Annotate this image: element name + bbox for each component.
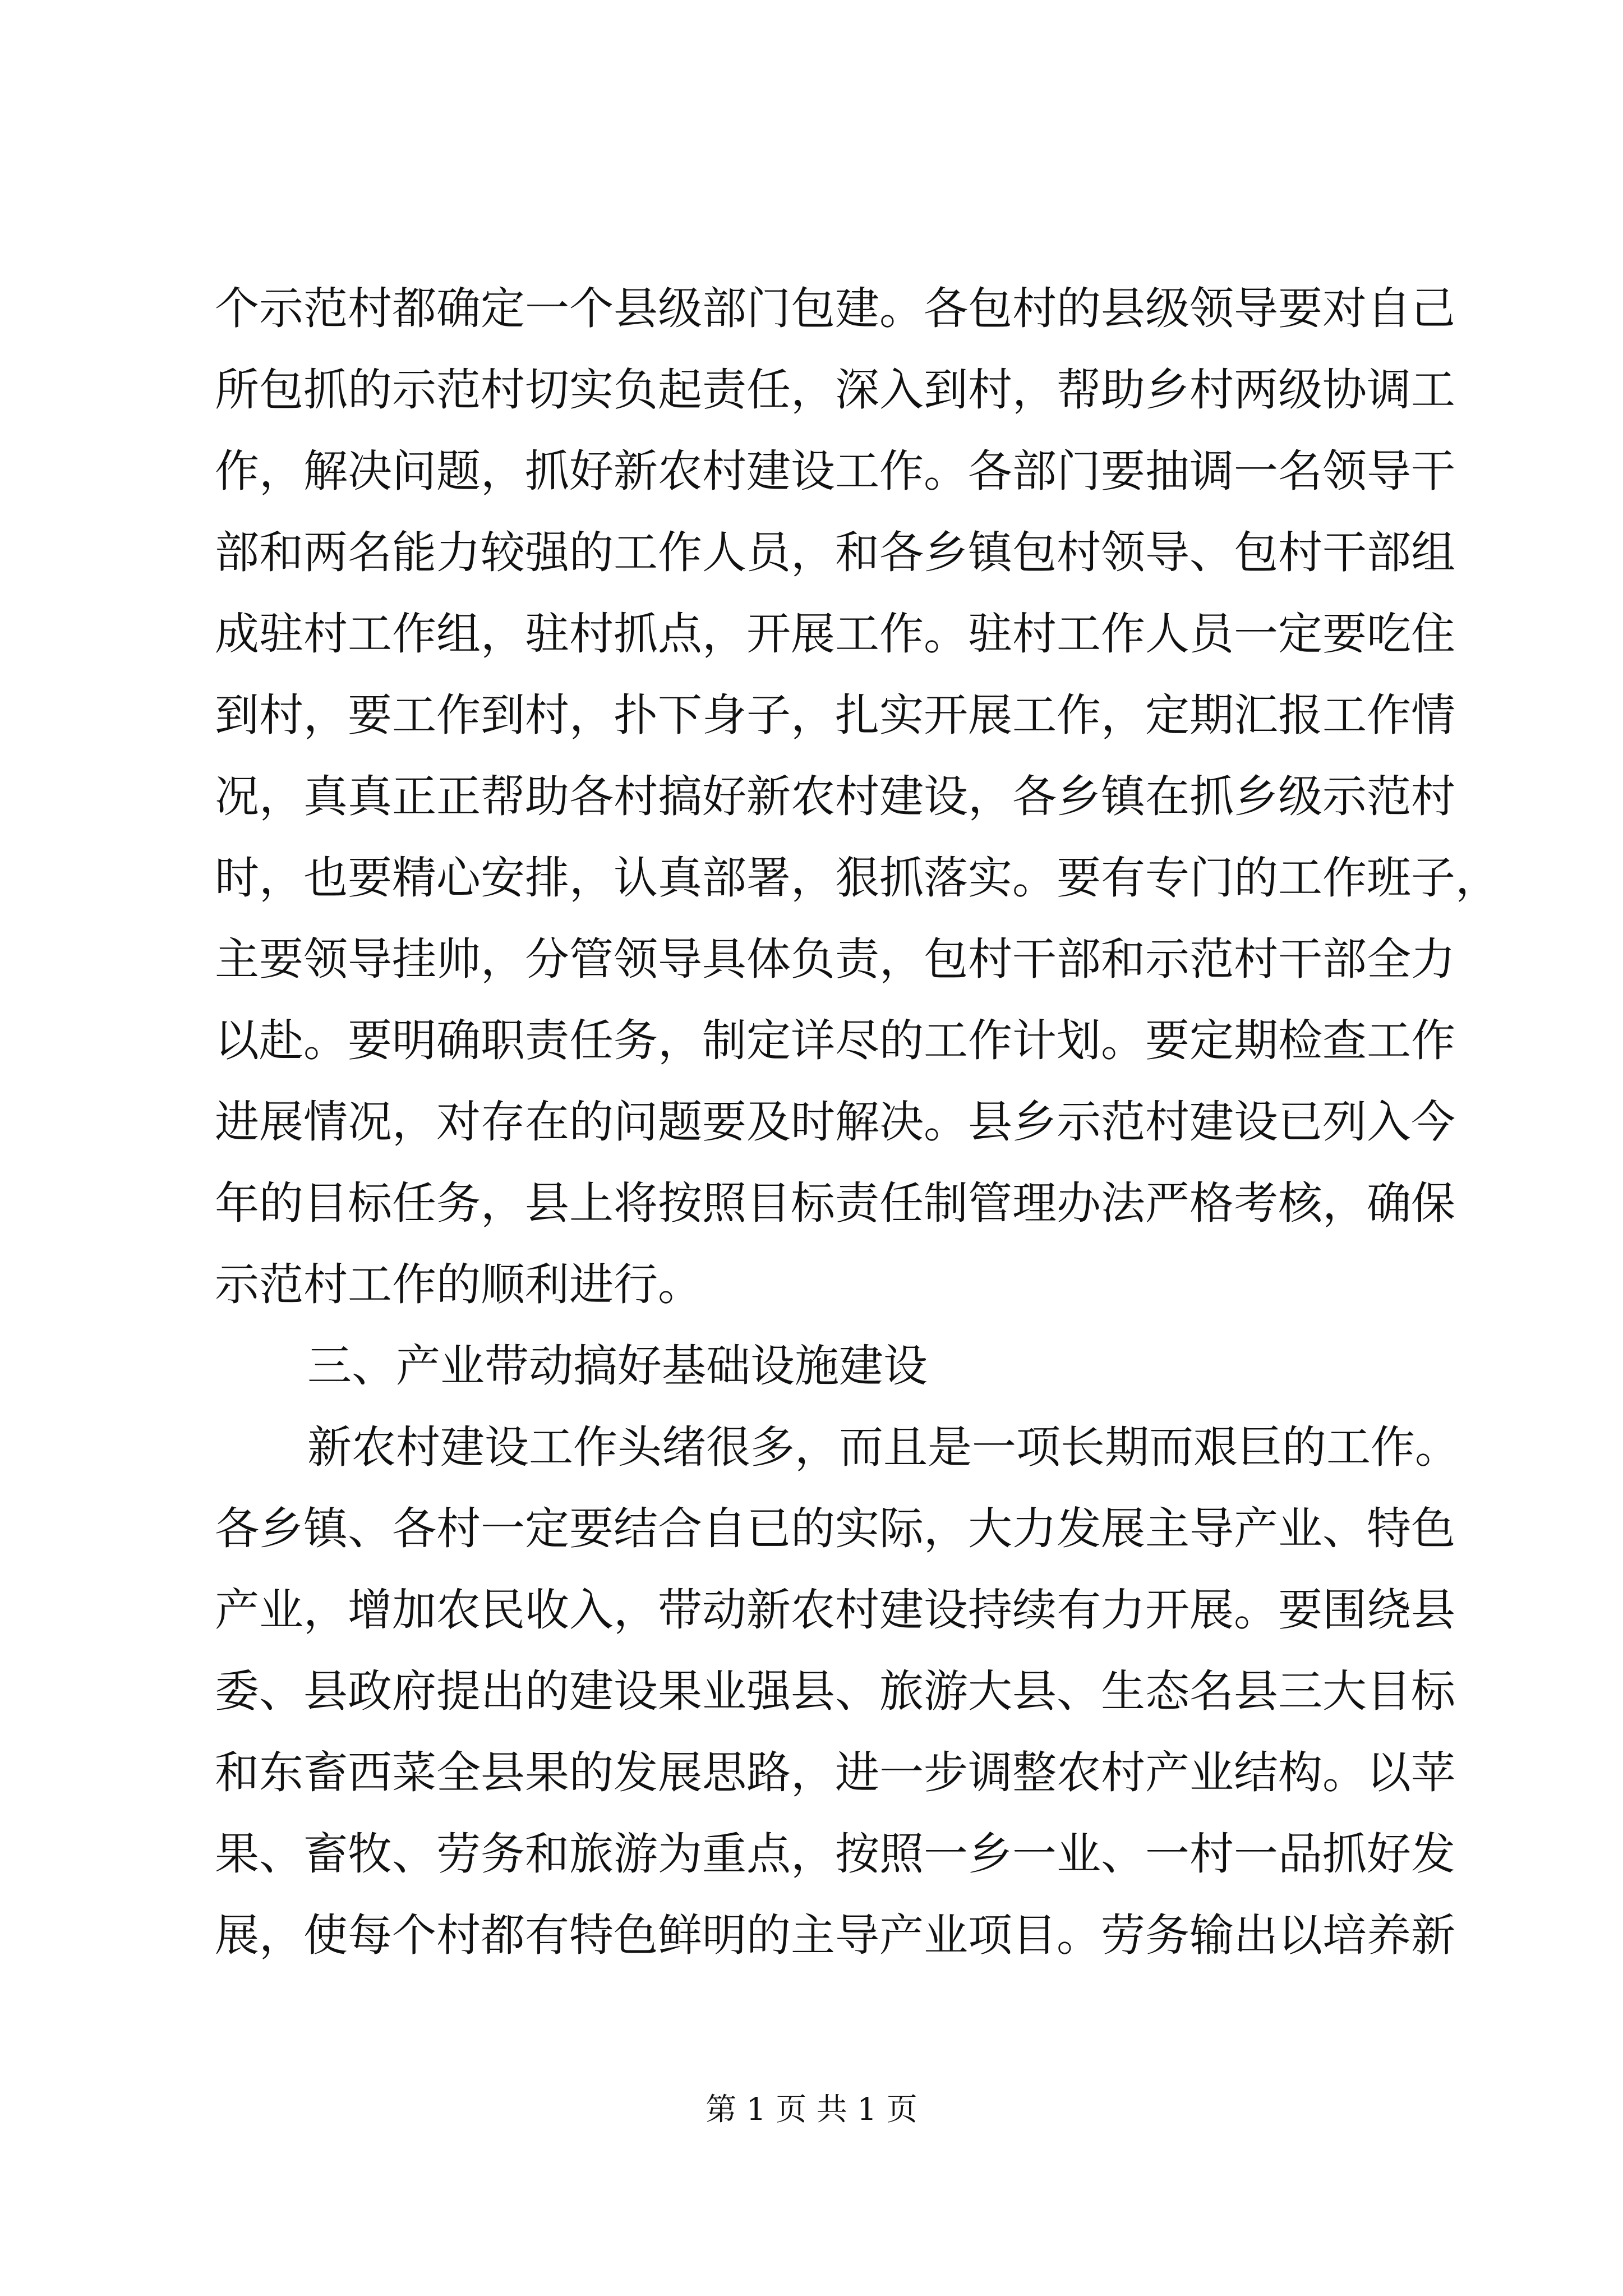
text-line-last: 示范村工作的顺利进行。	[215, 1259, 702, 1310]
text-line: 个 示 范 村 都 确 定 一 个 县 级 部 门 包 建 。 各 包 村 的 县 级 领 导 要 对 自 己	[215, 283, 1455, 334]
text-line: 各 乡 镇 、 各 村 一 定 要 结 合 自 已 的 实 际 ， 大 力 发 展 主 导 产 业 、 特 色	[215, 1503, 1455, 1554]
text-line: 时 ， 也 要 精 心 安 排 ， 认 真 部 署 ， 狠 抓 落 实 。 要 有 专 门 的 工 作 班 子 ，	[215, 852, 1500, 904]
text-line: 以 赴 。 要 明 确 职 责 任 务 ， 制 定 详 尽 的 工 作 计 划 。 要 定 期 检 查 工 作	[215, 1015, 1455, 1066]
text-line: 和 东 畜 西 菜 全 县 果 的 发 展 思 路 ， 进 一 步 调 整 农 村 产 业 结 构 。 以 苹	[215, 1747, 1455, 1798]
text-line: 所 包 抓 的 示 范 村 切 实 负 起 责 任 ， 深 入 到 村 ， 帮 助 乡 村 两 级 协 调 工	[215, 364, 1455, 416]
text-line: 果 、 畜 牧 、 劳 务 和 旅 游 为 重 点 ， 按 照 一 乡 一 业 、 一 村 一 品 抓 好 发	[215, 1828, 1455, 1880]
text-line: 主 要 领 导 挂 帅 ， 分 管 领 导 具 体 负 责 ， 包 村 干 部 和 示 范 村 干 部 全 力	[215, 933, 1455, 985]
text-line: 况 ， 真 真 正 正 帮 助 各 村 搞 好 新 农 村 建 设 ， 各 乡 镇 在 抓 乡 级 示 范 村	[215, 771, 1455, 822]
text-line: 年 的 目 标 任 务 ， 县 上 将 按 照 目 标 责 任 制 管 理 办 法 严 格 考 核 ， 确 保	[215, 1177, 1455, 1229]
text-line: 成 驻 村 工 作 组 ， 驻 村 抓 点 ， 开 展 工 作 。 驻 村 工 作 人 员 一 定 要 吃 住	[215, 608, 1455, 660]
text-line: 委 、 县 政 府 提 出 的 建 设 果 业 强 县 、 旅 游 大 县 、 生 态 名 县 三 大 目 标	[215, 1665, 1455, 1717]
page-footer: 第 1 页 共 1 页	[706, 2091, 917, 2127]
text-line: 展 ， 使 每 个 村 都 有 特 色 鲜 明 的 主 导 产 业 项 目 。 劳 务 输 出 以 培 养 新	[215, 1910, 1455, 1961]
text-line: 作 ， 解 决 问 题 ， 抓 好 新 农 村 建 设 工 作 。 各 部 门 要 抽 调 一 名 领 导 干	[215, 445, 1455, 497]
body-text	[215, 268, 1500, 1976]
text-line: 部 和 两 名 能 力 较 强 的 工 作 人 员 ， 和 各 乡 镇 包 村 领 导 、 包 村 干 部 组	[215, 527, 1455, 578]
text-line-first: 新农村建设工作头绪很多，而且是一项长期而艰巨的工作。	[307, 1421, 1459, 1473]
text-line: 产 业 ， 增 加 农 民 收 入 ， 带 动 新 农 村 建 设 持 续 有 力 开 展 。 要 围 绕 县	[215, 1584, 1455, 1636]
text-line: 进 展 情 况 ， 对 存 在 的 问 题 要 及 时 解 决 。 县 乡 示 范 村 建 设 已 列 入 今	[215, 1096, 1455, 1148]
text-line: 到 村 ， 要 工 作 到 村 ， 扑 下 身 子 ， 扎 实 开 展 工 作 ， 定 期 汇 报 工 作 情	[215, 689, 1455, 741]
section-heading: 三、产业带动搞好基础设施建设	[307, 1340, 928, 1392]
